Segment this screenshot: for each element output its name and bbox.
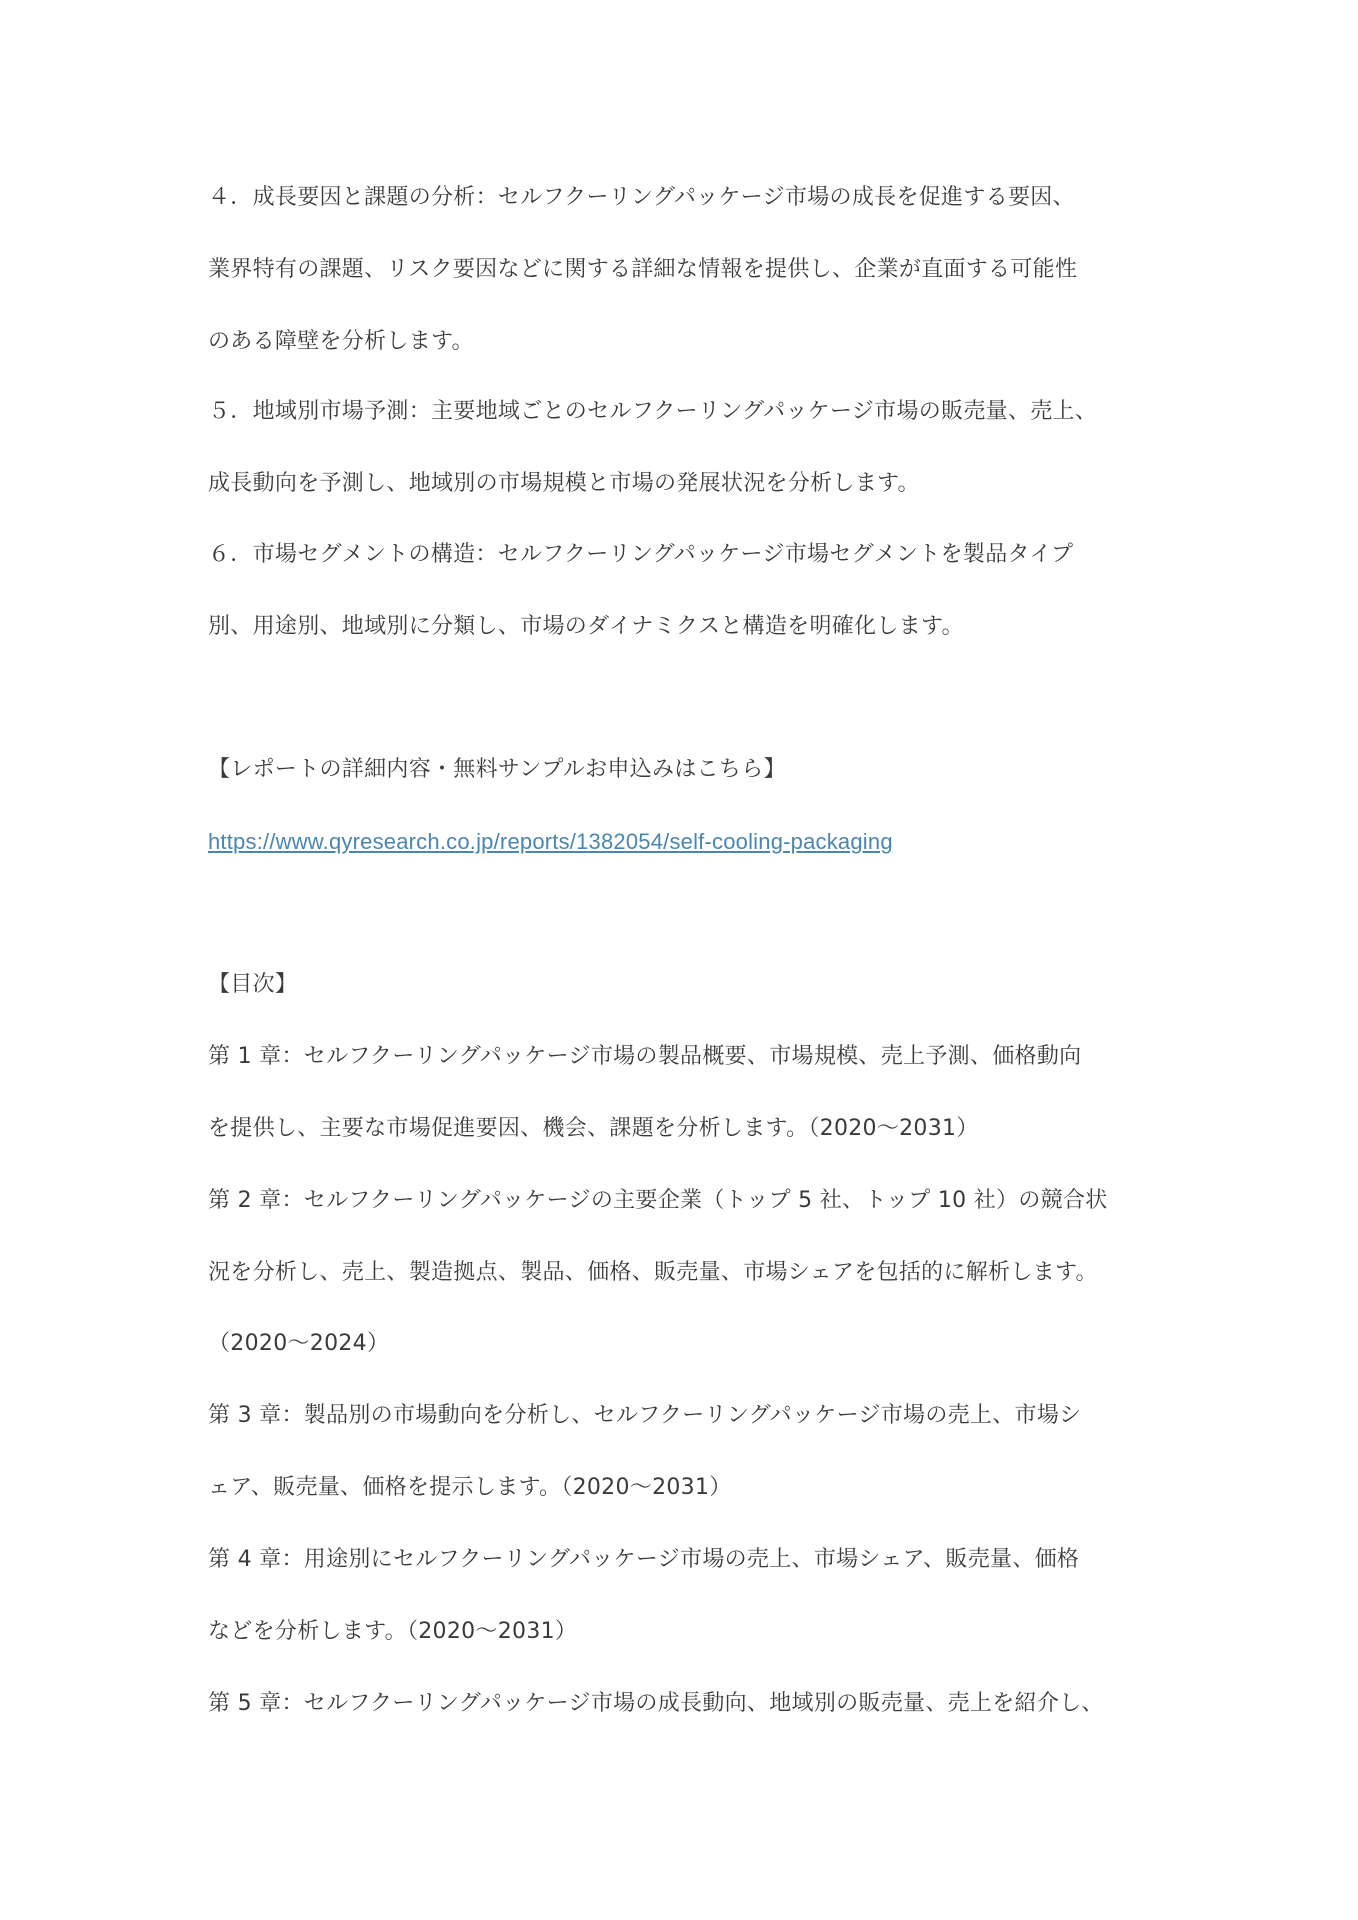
toc-chapter-3-line-1: 第 3 章：製品別の市場動向を分析し、セルフクーリングパッケージ市場の売上、市場シ (208, 1403, 1082, 1428)
regional-forecast-line-1: ５．地域別市場予測：主要地域ごとのセルフクーリングパッケージ市場の販売量、売上、 (208, 399, 1098, 424)
toc-chapter-2-line-2: 況を分析し、売上、製造拠点、製品、価格、販売量、市場シェアを包括的に解析します。 (208, 1260, 1098, 1285)
segment-structure-line-1: ６．市場セグメントの構造：セルフクーリングパッケージ市場セグメントを製品タイプ (208, 542, 1074, 567)
regional-forecast-line-2: 成長動向を予測し、地域別の市場規模と市場の発展状況を分析します。 (208, 471, 920, 496)
toc-heading: 【目次】 (208, 972, 298, 997)
toc-chapter-1-line-1: 第 1 章：セルフクーリングパッケージ市場の製品概要、市場規模、売上予測、価格動向 (208, 1044, 1082, 1069)
report-link[interactable]: https://www.qyresearch.co.jp/reports/1382054/self-cooling-packaging (208, 829, 893, 854)
growth-factors-line-3: のある障壁を分析します。 (208, 329, 474, 354)
toc-chapter-4-line-2: などを分析します。（2020～2031） (208, 1619, 578, 1644)
growth-factors-line-2: 業界特有の課題、リスク要因などに関する詳細な情報を提供し、企業が直面する可能性 (208, 257, 1078, 282)
toc-chapter-4-line-1: 第 4 章：用途別にセルフクーリングパッケージ市場の売上、市場シェア、販売量、価格 (208, 1547, 1080, 1572)
toc-chapter-3-line-2: ェア、販売量、価格を提示します。（2020～2031） (208, 1475, 732, 1500)
toc-chapter-2-line-3: （2020～2024） (208, 1331, 390, 1356)
growth-factors-line-1: ４．成長要因と課題の分析：セルフクーリングパッケージ市場の成長を促進する要因、 (208, 185, 1075, 210)
toc-chapter-1-line-2: を提供し、主要な市場促進要因、機会、課題を分析します。（2020～2031） (208, 1116, 979, 1141)
report-detail-heading: 【レポートの詳細内容・無料サンプルお申込みはこちら】 (208, 757, 786, 782)
toc-chapter-2-line-1: 第 2 章：セルフクーリングパッケージの主要企業（トップ 5 社、トップ 10 社）の競合状 (208, 1188, 1108, 1213)
segment-structure-line-2: 別、用途別、地域別に分類し、市場のダイナミクスと構造を明確化します。 (208, 614, 964, 639)
toc-chapter-5-line-1: 第 5 章：セルフクーリングパッケージ市場の成長動向、地域別の販売量、売上を紹介し、 (208, 1691, 1104, 1716)
